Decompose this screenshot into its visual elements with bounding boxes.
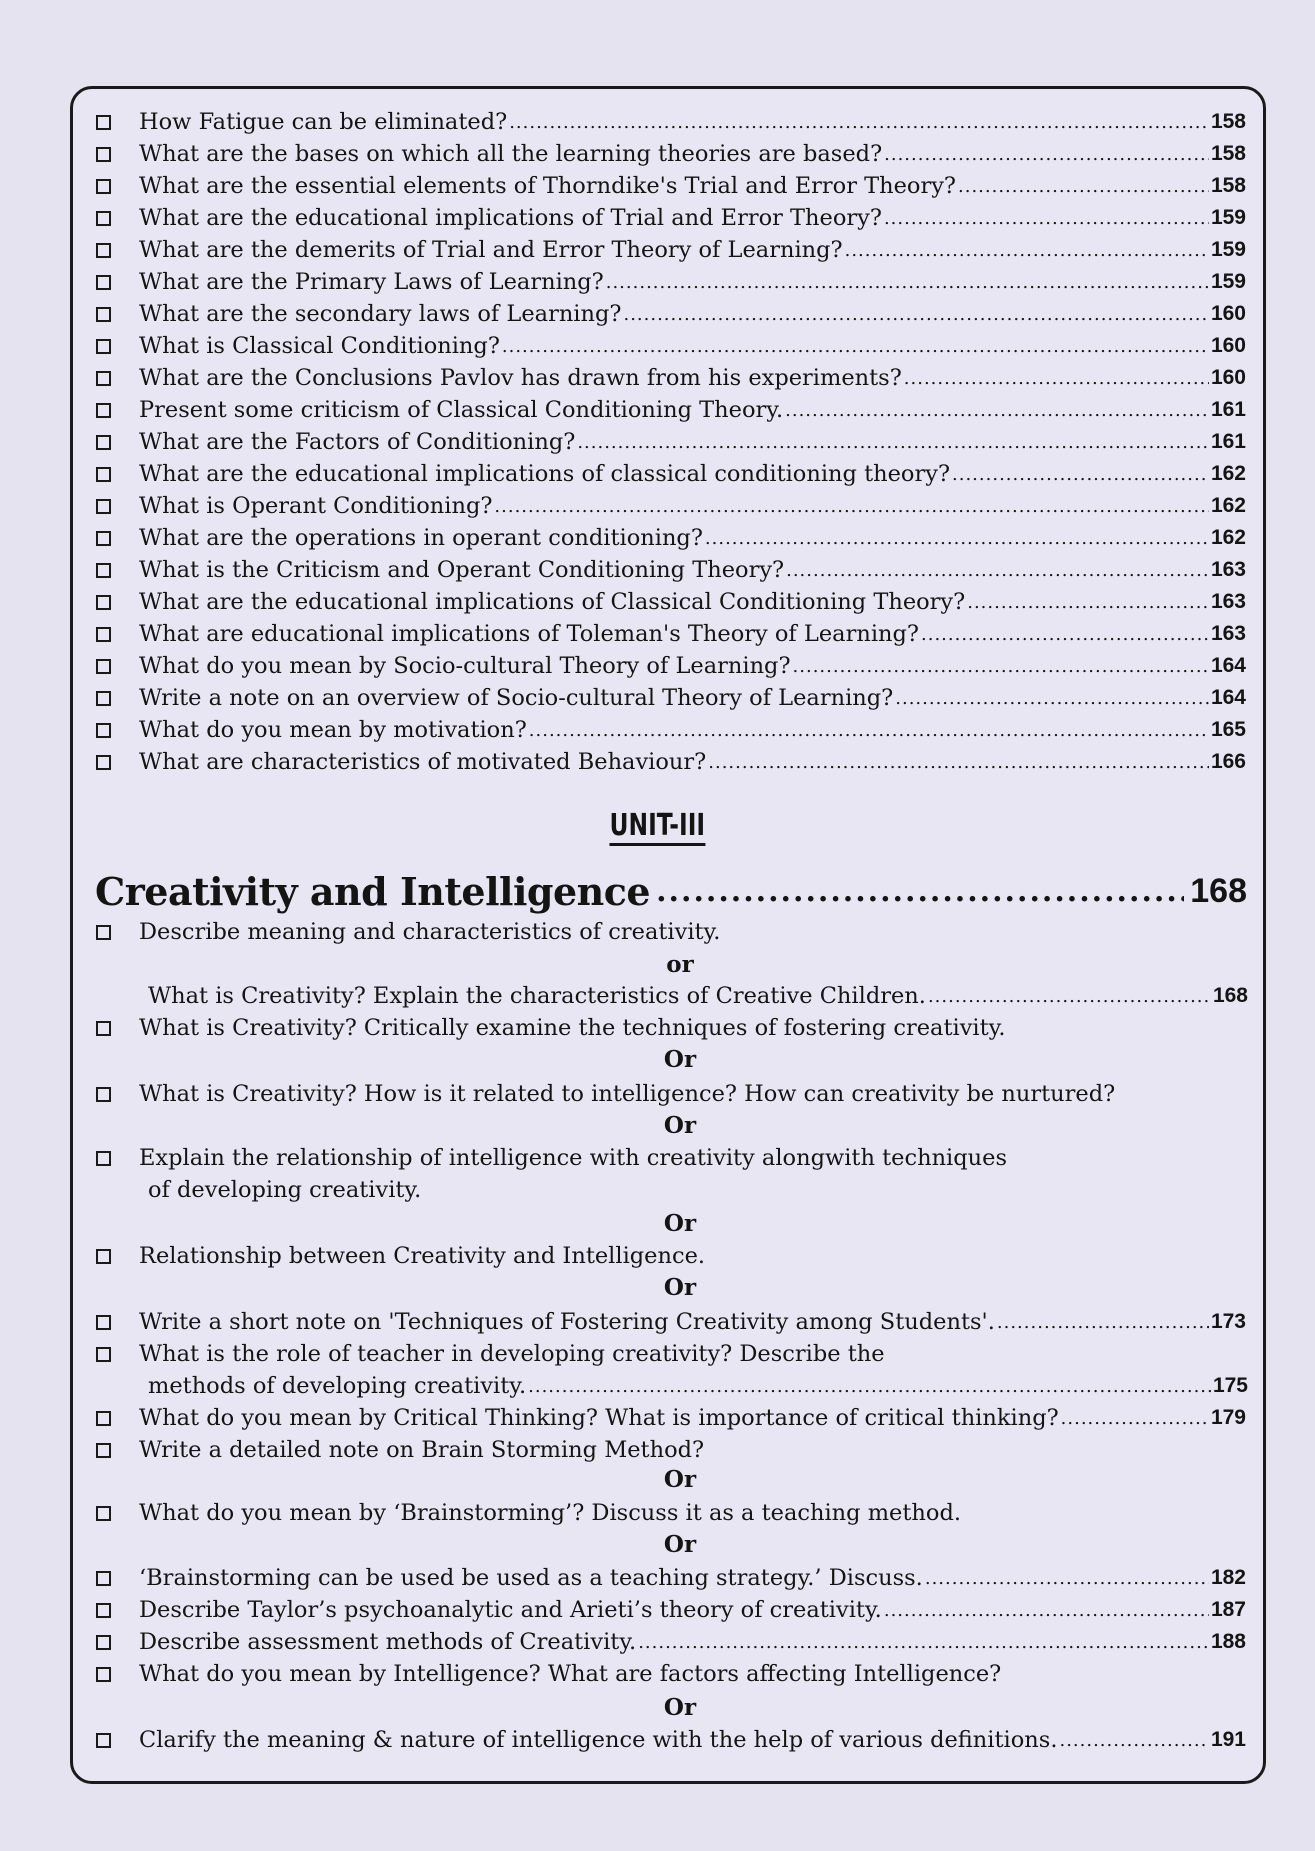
entry-title: What are educational implications of Toleman's Theory of Learning? bbox=[139, 621, 919, 647]
leader-dots bbox=[1061, 1408, 1209, 1429]
leader-dots bbox=[606, 272, 1209, 293]
entry-title: What do you mean by ‘Brainstorming’? Discuss it as a teaching method. bbox=[139, 1500, 962, 1526]
entry-title: What is the role of teacher in developing creativity? Describe the bbox=[139, 1341, 885, 1367]
checkbox-icon bbox=[96, 755, 111, 770]
entry-title: Describe meaning and characteristics of creativity. bbox=[139, 919, 721, 945]
leader-dots bbox=[708, 752, 1209, 773]
toc-entry[interactable] bbox=[96, 682, 1246, 714]
checkbox-icon bbox=[96, 499, 111, 514]
page-number: 188 bbox=[1210, 1630, 1246, 1653]
toc-entry[interactable] bbox=[96, 1562, 1246, 1594]
page-number: 166 bbox=[1210, 750, 1246, 773]
leader-dots bbox=[845, 240, 1209, 261]
leader-dots bbox=[895, 688, 1209, 709]
toc-entry[interactable] bbox=[96, 746, 1246, 778]
entry-title: What is Creativity? Critically examine the techniques of fostering creativity. bbox=[139, 1015, 1006, 1041]
toc-entry[interactable] bbox=[96, 170, 1246, 202]
or-separator: Or bbox=[663, 1210, 697, 1237]
checkbox-icon bbox=[96, 1347, 111, 1362]
checkbox-icon bbox=[96, 627, 111, 642]
entry-title: What are the essential elements of Thorndike's Trial and Error Theory? bbox=[139, 173, 956, 199]
checkbox-icon bbox=[96, 1021, 111, 1036]
toc-entry[interactable] bbox=[96, 618, 1246, 650]
toc-entry[interactable] bbox=[96, 1497, 1246, 1529]
toc-entry[interactable] bbox=[96, 1306, 1246, 1338]
checkbox-icon bbox=[96, 563, 111, 578]
toc-entry-continuation bbox=[148, 1370, 1248, 1402]
checkbox-icon bbox=[96, 691, 111, 706]
page-number: 162 bbox=[1210, 462, 1246, 485]
checkbox-icon bbox=[96, 1667, 111, 1682]
toc-entry[interactable] bbox=[96, 1434, 1246, 1466]
entry-title: Describe assessment methods of Creativity. bbox=[139, 1629, 637, 1655]
entry-title: What is Classical Conditioning? bbox=[139, 333, 500, 359]
checkbox-icon bbox=[96, 339, 111, 354]
entry-title: What are the educational implications of classical conditioning theory? bbox=[139, 461, 951, 487]
entry-title: Relationship between Creativity and Intelligence. bbox=[139, 1243, 706, 1269]
entry-title: What do you mean by Socio-cultural Theory of Learning? bbox=[139, 653, 791, 679]
checkbox-icon bbox=[96, 1151, 111, 1166]
page-number: 158 bbox=[1210, 174, 1246, 197]
leader-dots bbox=[958, 176, 1209, 197]
leader-dots bbox=[502, 336, 1209, 357]
checkbox-icon bbox=[96, 467, 111, 482]
checkbox-icon bbox=[96, 1411, 111, 1426]
page-number: 160 bbox=[1210, 366, 1246, 389]
leader-dots bbox=[925, 1568, 1209, 1589]
entry-title: What is Creativity? How is it related to intelligence? How can creativity be nurtured? bbox=[139, 1081, 1116, 1107]
or-separator: Or bbox=[663, 1046, 697, 1073]
page-number: 160 bbox=[1210, 334, 1246, 357]
entry-title: Write a note on an overview of Socio-cultural Theory of Learning? bbox=[139, 685, 894, 711]
leader-dots bbox=[656, 874, 1184, 909]
leader-dots bbox=[786, 560, 1209, 581]
page-number: 162 bbox=[1210, 494, 1246, 517]
entry-title: What are the secondary laws of Learning? bbox=[139, 301, 622, 327]
leader-dots bbox=[1059, 1730, 1208, 1751]
page-number: 164 bbox=[1210, 654, 1246, 677]
entry-title: What are the educational implications of Trial and Error Theory? bbox=[139, 205, 882, 231]
toc-entry[interactable] bbox=[148, 980, 1248, 1012]
toc-entry[interactable] bbox=[96, 266, 1246, 298]
entry-title: What are the Conclusions Pavlov has drawn from his experiments? bbox=[139, 365, 902, 391]
toc-entry[interactable] bbox=[96, 1626, 1246, 1658]
toc-entry[interactable] bbox=[96, 1594, 1246, 1626]
toc-entry-continuation bbox=[148, 1174, 1248, 1206]
page-number: 182 bbox=[1210, 1566, 1246, 1589]
page-number: 165 bbox=[1210, 718, 1246, 741]
toc-entry[interactable] bbox=[96, 490, 1246, 522]
or-separator: Or bbox=[663, 1694, 697, 1721]
entry-title: What do you mean by Critical Thinking? What is importance of critical thinking? bbox=[139, 1405, 1059, 1431]
section-title: Creativity and Intelligence bbox=[95, 868, 651, 914]
toc-entry[interactable] bbox=[96, 426, 1246, 458]
entry-title: What are the bases on which all the learning theories are based? bbox=[139, 141, 883, 167]
entry-title: How Fatigue can be eliminated? bbox=[139, 109, 508, 135]
checkbox-icon bbox=[96, 243, 111, 258]
page-number: 187 bbox=[1210, 1598, 1246, 1621]
entry-title: of developing creativity. bbox=[148, 1177, 422, 1203]
page-number: 191 bbox=[1210, 1728, 1246, 1751]
toc-entry[interactable] bbox=[96, 1142, 1246, 1174]
page-number: 160 bbox=[1210, 302, 1246, 325]
entry-title: Present some criticism of Classical Conditioning Theory. bbox=[139, 397, 784, 423]
toc-entry[interactable] bbox=[96, 202, 1246, 234]
toc-entry[interactable] bbox=[96, 234, 1246, 266]
leader-dots bbox=[904, 368, 1209, 389]
checkbox-icon bbox=[96, 1506, 111, 1521]
or-separator: Or bbox=[663, 1112, 697, 1139]
toc-entry[interactable] bbox=[96, 330, 1246, 362]
page-number: 159 bbox=[1210, 270, 1246, 293]
entry-title: What are characteristics of motivated Behaviour? bbox=[139, 749, 707, 775]
entry-title: methods of developing creativity. bbox=[148, 1373, 527, 1399]
entry-title: What is the Criticism and Operant Conditioning Theory? bbox=[139, 557, 785, 583]
toc-entry[interactable] bbox=[96, 458, 1246, 490]
toc-entry[interactable] bbox=[96, 1338, 1246, 1370]
checkbox-icon bbox=[96, 211, 111, 226]
leader-dots bbox=[623, 304, 1208, 325]
entry-title: What is Creativity? Explain the characteristics of Creative Children. bbox=[148, 983, 926, 1009]
checkbox-icon bbox=[96, 115, 111, 130]
checkbox-icon bbox=[96, 147, 111, 162]
entry-title: What are the educational implications of Classical Conditioning Theory? bbox=[139, 589, 966, 615]
toc-entry[interactable] bbox=[96, 1240, 1246, 1272]
page-number: 162 bbox=[1210, 526, 1246, 549]
checkbox-icon bbox=[96, 371, 111, 386]
toc-entry[interactable] bbox=[96, 650, 1246, 682]
checkbox-icon bbox=[96, 1249, 111, 1264]
entry-title: What do you mean by motivation? bbox=[139, 717, 527, 743]
entry-title: Explain the relationship of intelligence with creativity alongwith techniques bbox=[139, 1145, 1008, 1171]
toc-entry[interactable] bbox=[96, 714, 1246, 746]
leader-dots bbox=[494, 496, 1209, 517]
toc-entry[interactable] bbox=[96, 362, 1246, 394]
toc-entry[interactable] bbox=[96, 522, 1246, 554]
leader-dots bbox=[509, 112, 1209, 133]
or-separator: Or bbox=[663, 1531, 697, 1558]
checkbox-icon bbox=[96, 723, 111, 738]
section-heading bbox=[95, 864, 1247, 918]
checkbox-icon bbox=[96, 531, 111, 546]
entry-title: Describe Taylor’s psychoanalytic and Arieti’s theory of creativity. bbox=[139, 1597, 882, 1623]
leader-dots bbox=[884, 208, 1209, 229]
page-number: 164 bbox=[1210, 686, 1246, 709]
toc-entry[interactable] bbox=[96, 1012, 1246, 1044]
checkbox-icon bbox=[96, 1635, 111, 1650]
leader-dots bbox=[528, 1376, 1211, 1397]
or-separator: Or bbox=[663, 1274, 697, 1301]
leader-dots bbox=[793, 656, 1209, 677]
entry-title: ‘Brainstorming can be used be used as a teaching strategy.’ Discuss. bbox=[139, 1565, 923, 1591]
unit-heading: UNIT-III bbox=[0, 808, 1315, 846]
leader-dots bbox=[705, 528, 1209, 549]
page-number: 179 bbox=[1210, 1406, 1246, 1429]
checkbox-icon bbox=[96, 595, 111, 610]
page-number: 158 bbox=[1210, 110, 1246, 133]
checkbox-icon bbox=[96, 659, 111, 674]
page-number: 173 bbox=[1210, 1310, 1246, 1333]
leader-dots bbox=[921, 624, 1209, 645]
leader-dots bbox=[785, 400, 1209, 421]
entry-title: What is Operant Conditioning? bbox=[139, 493, 493, 519]
checkbox-icon bbox=[96, 1603, 111, 1618]
leader-dots bbox=[884, 1600, 1209, 1621]
leader-dots bbox=[952, 464, 1209, 485]
page-number: 175 bbox=[1212, 1374, 1248, 1397]
leader-dots bbox=[967, 592, 1209, 613]
page-number: 163 bbox=[1210, 590, 1246, 613]
section-page-number: 168 bbox=[1190, 871, 1247, 910]
checkbox-icon bbox=[96, 925, 111, 940]
toc-entry[interactable] bbox=[96, 1658, 1246, 1690]
checkbox-icon bbox=[96, 1087, 111, 1102]
page-number: 158 bbox=[1210, 142, 1246, 165]
entry-title: What are the Factors of Conditioning? bbox=[139, 429, 576, 455]
leader-dots bbox=[638, 1632, 1209, 1653]
toc-entry[interactable] bbox=[96, 916, 1246, 948]
page-number: 161 bbox=[1210, 398, 1246, 421]
entry-title: What do you mean by Intelligence? What are factors affecting Intelligence? bbox=[139, 1661, 1002, 1687]
page-number: 161 bbox=[1210, 430, 1246, 453]
page-number: 168 bbox=[1212, 984, 1248, 1007]
toc-entry[interactable] bbox=[96, 394, 1246, 426]
leader-dots bbox=[928, 986, 1211, 1007]
checkbox-icon bbox=[96, 1571, 111, 1586]
or-separator: Or bbox=[663, 1466, 697, 1493]
leader-dots bbox=[577, 432, 1209, 453]
toc-entry[interactable] bbox=[96, 1402, 1246, 1434]
page-number: 159 bbox=[1210, 206, 1246, 229]
entry-title: Write a short note on 'Techniques of Fostering Creativity among Students'. bbox=[139, 1309, 995, 1335]
toc-entry[interactable] bbox=[96, 1724, 1246, 1756]
page-number: 163 bbox=[1210, 558, 1246, 581]
checkbox-icon bbox=[96, 1443, 111, 1458]
checkbox-icon bbox=[96, 403, 111, 418]
toc-entry[interactable] bbox=[96, 138, 1246, 170]
checkbox-icon bbox=[96, 435, 111, 450]
leader-dots bbox=[884, 144, 1209, 165]
entry-title: What are the demerits of Trial and Error Theory of Learning? bbox=[139, 237, 843, 263]
entry-title: What are the Primary Laws of Learning? bbox=[139, 269, 604, 295]
toc-entry[interactable] bbox=[96, 554, 1246, 586]
page-number: 159 bbox=[1210, 238, 1246, 261]
checkbox-icon bbox=[96, 179, 111, 194]
toc-entry[interactable] bbox=[96, 1078, 1246, 1110]
entry-title: Clarify the meaning & nature of intelligence with the help of various definitions. bbox=[139, 1727, 1058, 1753]
toc-entry[interactable] bbox=[96, 586, 1246, 618]
checkbox-icon bbox=[96, 307, 111, 322]
leader-dots bbox=[529, 720, 1209, 741]
toc-entry[interactable] bbox=[96, 106, 1246, 138]
checkbox-icon bbox=[96, 275, 111, 290]
entry-title: Write a detailed note on Brain Storming Method? bbox=[139, 1437, 705, 1463]
checkbox-icon bbox=[96, 1315, 111, 1330]
or-separator: or bbox=[666, 951, 694, 978]
page-number: 163 bbox=[1210, 622, 1246, 645]
entry-title: What are the operations in operant conditioning? bbox=[139, 525, 703, 551]
checkbox-icon bbox=[96, 1733, 111, 1748]
toc-entry[interactable] bbox=[96, 298, 1246, 330]
leader-dots bbox=[997, 1312, 1209, 1333]
